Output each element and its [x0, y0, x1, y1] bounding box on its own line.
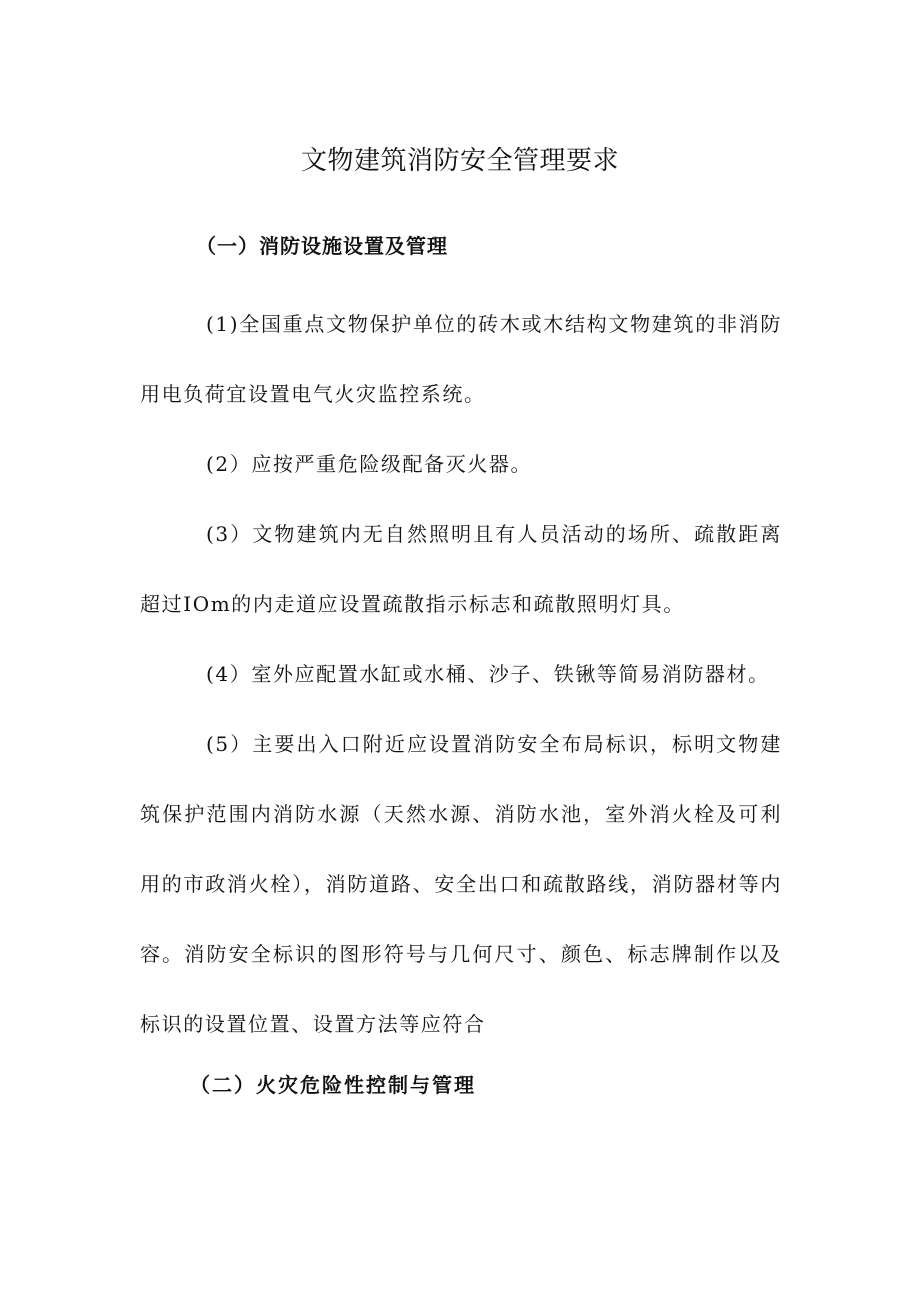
- paragraph-item-2: (2）应按严重危险级配备灭火器。: [206, 452, 533, 476]
- section-heading-facilities: （一）消防设施设置及管理: [196, 234, 448, 258]
- paragraph-item-3: (3）文物建筑内无自然照明且有人员活动的场所、疏散距离超过IOm的内走道应设置疏散指示标志和疏散照明灯具。: [140, 522, 782, 616]
- document-title: 文物建筑消防安全管理要求: [300, 146, 619, 176]
- paragraph-item-1: (1)全国重点文物保护单位的砖木或木结构文物建筑的非消防用电负荷宜设置电气火灾监控系统。: [140, 312, 782, 406]
- paragraph-item-4: (4）室外应配置水缸或水桶、沙子、铁锹等简易消防器材。: [206, 662, 770, 686]
- paragraph-item-5: (5）主要出入口附近应设置消防安全布局标识，标明文物建筑保护范围内消防水源（天然水源、消防水池，室外消火栓及可利用的市政消火栓），消防道路、安全出口和疏散路线，消防器材等内容。消防安全标识的图形符号与几何尺寸、颜色、标志牌制作以及标识的设置位置、设置方法等应符合: [140, 732, 782, 1036]
- section-heading-fire-risk: （二）火灾危险性控制与管理: [190, 1073, 476, 1097]
